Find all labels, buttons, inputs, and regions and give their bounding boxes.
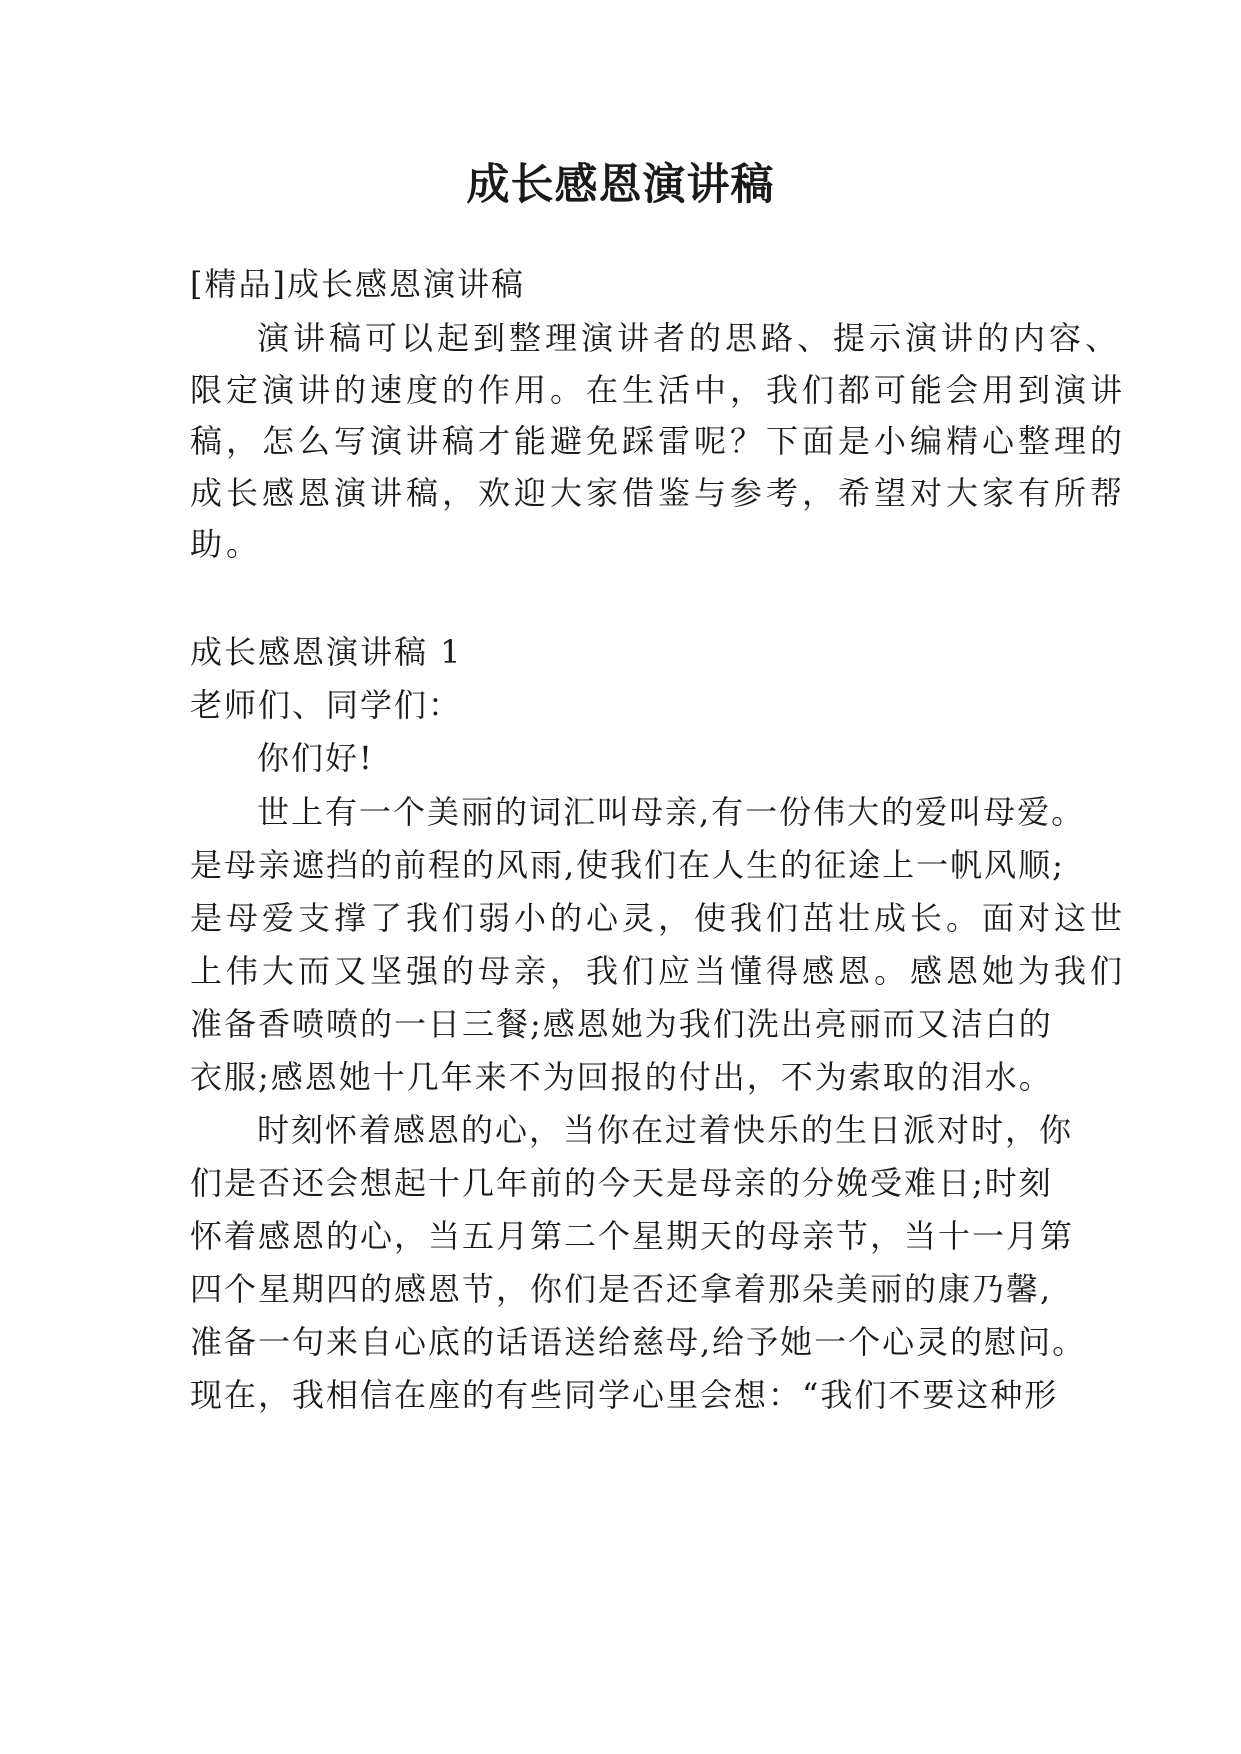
body-line: 准备香喷喷的一日三餐;感恩她为我们洗出亮丽而又洁白的 xyxy=(190,1005,1053,1043)
document-subtitle: [精品]成长感恩演讲稿 xyxy=(190,265,525,303)
intro-line: 助。 xyxy=(190,525,263,563)
body-line: 世上有一个美丽的词汇叫母亲,有一份伟大的爱叫母爱。 xyxy=(257,793,1086,831)
intro-line: 稿，怎么写演讲稿才能避免踩雷呢？下面是小编精心整理的 xyxy=(190,422,1127,460)
body-line: 怀着感恩的心，当五月第二个星期天的母亲节，当十一月第 xyxy=(190,1217,1075,1255)
body-line: 是母亲遮挡的前程的风雨,使我们在人生的征途上一帆风顺; xyxy=(190,846,1065,884)
body-line: 上伟大而又坚强的母亲，我们应当懂得感恩。感恩她为我们 xyxy=(190,952,1127,990)
body-line: 准备一句来自心底的话语送给慈母,给予她一个心灵的慰问。 xyxy=(190,1323,1087,1361)
body-line: 现在，我相信在座的有些同学心里会想：“我们不要这种形 xyxy=(190,1376,1059,1414)
body-line: 衣服;感恩她十几年来不为回报的付出，不为索取的泪水。 xyxy=(190,1058,1053,1096)
section-heading: 成长感恩演讲稿 1 xyxy=(190,633,463,671)
salutation: 老师们、同学们： xyxy=(190,686,463,724)
body-line: 们是否还会想起十几年前的今天是母亲的分娩受难日;时刻 xyxy=(190,1164,1053,1202)
body-line: 时刻怀着感恩的心，当你在过着快乐的生日派对时，你 xyxy=(257,1111,1074,1149)
intro-line: 限定演讲的速度的作用。在生活中，我们都可能会用到演讲 xyxy=(190,371,1127,409)
intro-line: 成长感恩演讲稿，欢迎大家借鉴与参考，希望对大家有所帮 xyxy=(190,474,1127,512)
document-title: 成长感恩演讲稿 xyxy=(466,160,775,210)
body-line: 是母爱支撑了我们弱小的心灵，使我们茁壮成长。面对这世 xyxy=(190,899,1127,937)
body-line: 四个星期四的感恩节，你们是否还拿着那朵美丽的康乃馨, xyxy=(190,1270,1053,1308)
intro-line: 演讲稿可以起到整理演讲者的思路、提示演讲的内容、 xyxy=(257,319,1122,357)
greeting: 你们好! xyxy=(257,739,374,777)
